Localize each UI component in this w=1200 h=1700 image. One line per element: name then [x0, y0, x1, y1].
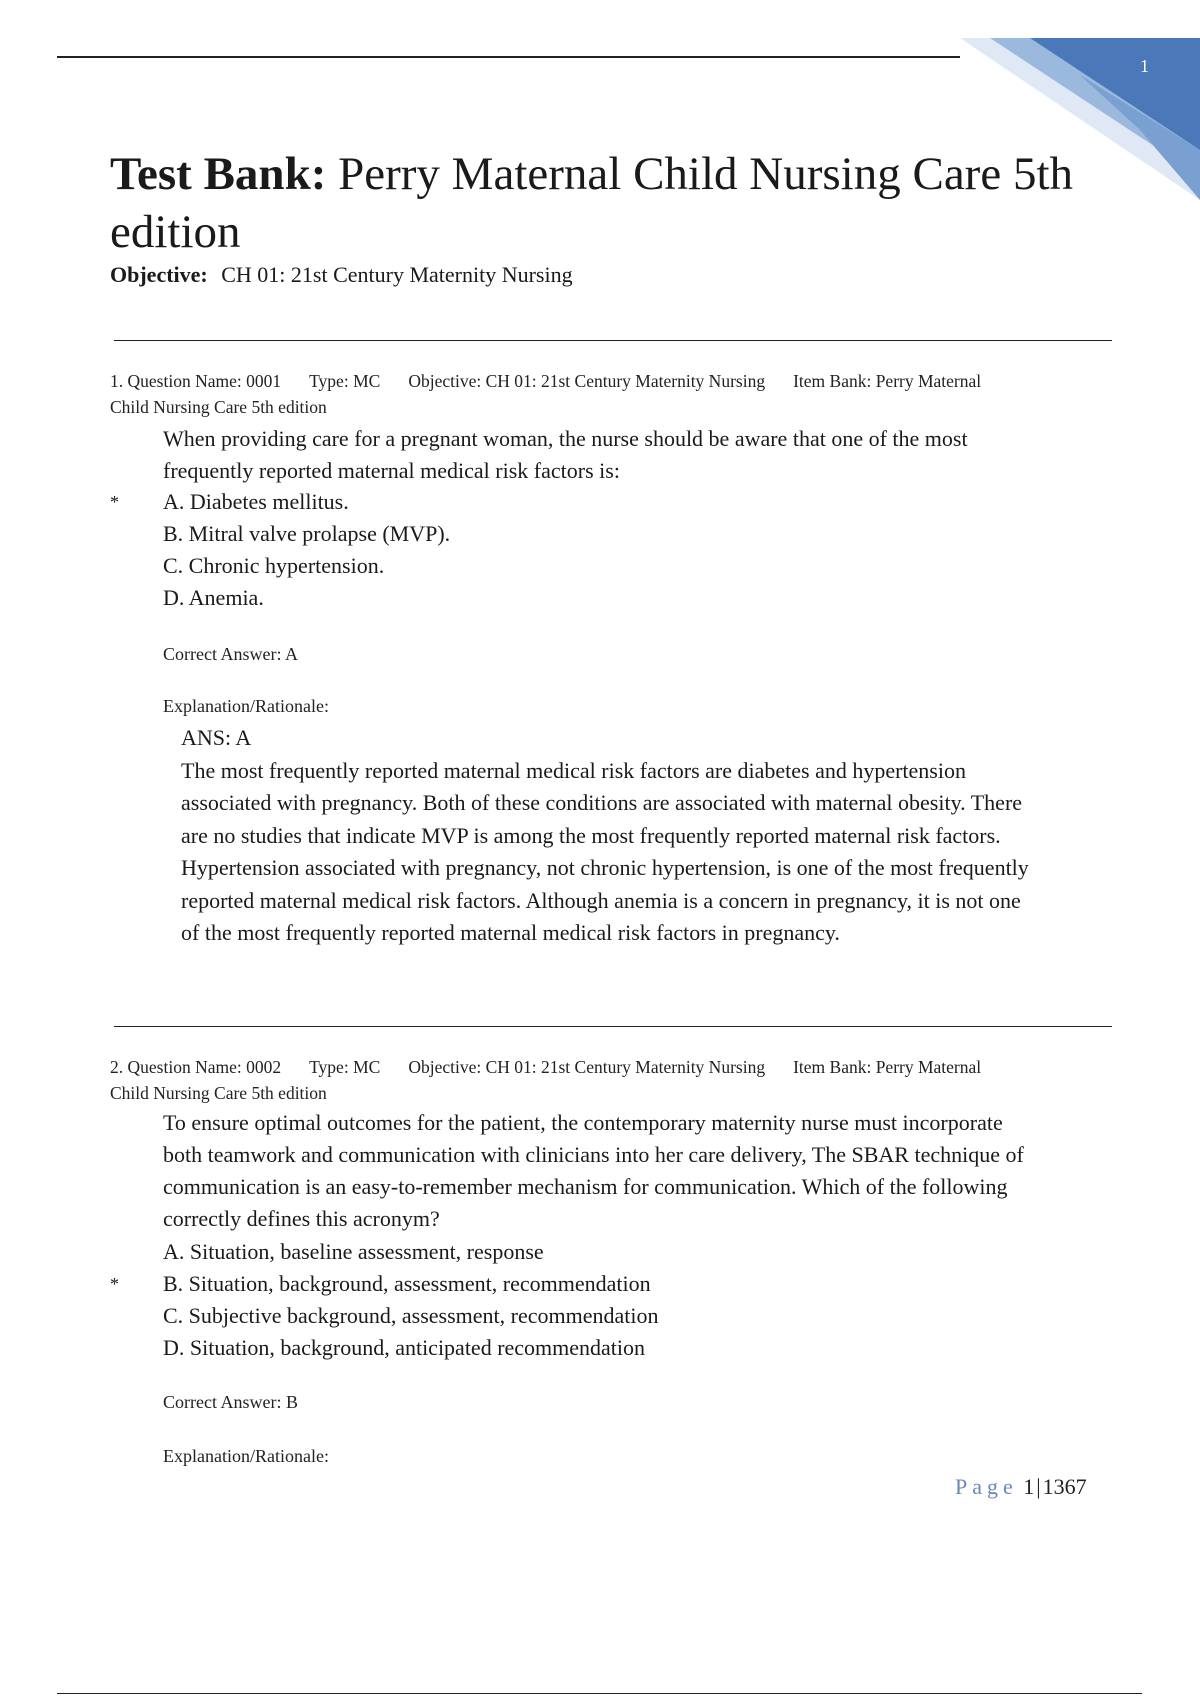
rationale-line: reported maternal medical risk factors. Although anemia is a concern in pregnancy, it is not one	[181, 887, 1021, 913]
rationale-text	[181, 722, 1121, 950]
section-rule	[114, 1026, 1112, 1027]
rationale-line: of the most frequently reported maternal medical risk factors in pregnancy.	[181, 920, 840, 945]
question-type: Type: MC	[309, 1057, 381, 1077]
stem-line: both teamwork and communication with clinicians into her care delivery, The SBAR technique of	[163, 1142, 1024, 1167]
section-rule	[114, 340, 1112, 341]
stem-line: frequently reported maternal medical risk factors is:	[163, 458, 620, 483]
footer-rule	[57, 1693, 1142, 1694]
option-d: D. Situation, background, anticipated recommendation	[163, 1335, 646, 1360]
correct-answer: Correct Answer: B	[163, 1392, 298, 1412]
question-item-bank-cont: Child Nursing Care 5th edition	[110, 397, 327, 417]
total-pages: 1367	[1042, 1474, 1087, 1499]
rationale-line: Hypertension associated with pregnancy, not chronic hypertension, is one of the most frequently	[181, 855, 1029, 880]
title-bold: Test Bank:	[110, 148, 327, 200]
page-footer	[955, 1474, 1087, 1500]
question-item-bank-cont: Child Nursing Care 5th edition	[110, 1083, 327, 1103]
question-1-meta	[110, 368, 1120, 420]
ans-line: ANS: A	[181, 725, 252, 750]
option-c: C. Chronic hypertension.	[163, 553, 385, 578]
correct-marker: *	[110, 492, 119, 512]
option-a: A. Situation, baseline assessment, response	[163, 1239, 544, 1264]
objective-label: Objective:	[110, 262, 208, 287]
rationale-line: are no studies that indicate MVP is among the most frequently reported maternal risk factors.	[181, 822, 1001, 848]
page-word: Page	[955, 1474, 1018, 1499]
option-b: B. Mitral valve prolapse (MVP).	[163, 521, 451, 546]
title-rest: Perry Maternal Child Nursing Care 5th edition	[110, 148, 1074, 258]
question-number: 2. Question Name: 0002	[110, 1057, 282, 1077]
question-objective: Objective: CH 01: 21st Century Maternity Nursing	[408, 371, 766, 391]
question-item-bank: Item Bank: Perry Maternal	[793, 1057, 982, 1077]
header-rule	[57, 56, 960, 58]
document-title	[110, 145, 1120, 261]
explanation-label: Explanation/Rationale:	[163, 696, 329, 716]
question-2-meta	[110, 1054, 1120, 1106]
document-objective	[110, 262, 573, 288]
objective-value: CH 01: 21st Century Maternity Nursing	[221, 262, 573, 287]
question-item-bank: Item Bank: Perry Maternal	[793, 371, 982, 391]
question-type: Type: MC	[309, 371, 381, 391]
stem-line: correctly defines this acronym?	[163, 1206, 440, 1231]
question-objective: Objective: CH 01: 21st Century Maternity Nursing	[408, 1057, 766, 1077]
option-a: A. Diabetes mellitus.	[163, 489, 349, 514]
question-1-stem	[163, 423, 1123, 487]
stem-line: communication is an easy-to-remember mechanism for communication. Which of the following	[163, 1174, 1008, 1199]
option-d: D. Anemia.	[163, 585, 264, 610]
corner-page-number: 1	[1140, 56, 1149, 76]
page-number: 1	[1023, 1474, 1035, 1499]
page-separator: |	[1036, 1474, 1041, 1499]
stem-line: When providing care for a pregnant woman, the nurse should be aware that one of the most	[163, 426, 968, 451]
question-2-stem	[163, 1107, 1123, 1235]
option-b: B. Situation, background, assessment, recommendation	[163, 1271, 651, 1296]
correct-marker: *	[110, 1274, 119, 1294]
option-c: C. Subjective background, assessment, recommendation	[163, 1303, 659, 1328]
rationale-line: The most frequently reported maternal medical risk factors are diabetes and hypertension	[181, 757, 966, 783]
explanation-label: Explanation/Rationale:	[163, 1446, 329, 1466]
correct-answer: Correct Answer: A	[163, 644, 298, 664]
stem-line: To ensure optimal outcomes for the patient, the contemporary maternity nurse must incorporate	[163, 1110, 1003, 1135]
rationale-line: associated with pregnancy. Both of these conditions are associated with maternal obesity. There	[181, 790, 1023, 815]
question-number: 1. Question Name: 0001	[110, 371, 282, 391]
